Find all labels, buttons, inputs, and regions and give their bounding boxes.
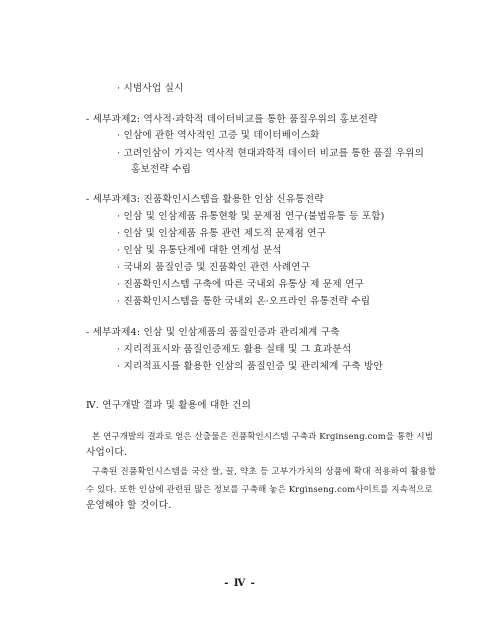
- page-number: - Ⅳ -: [224, 578, 256, 589]
- subtask-3-item-1: · 인삼 및 인삼제품 유통현황 및 문제점 연구(불법유통 등 포함): [117, 211, 385, 222]
- subtask-3-item-6: · 진품확인시스템을 통한 국내외 온·오프라인 유통전략 수립: [117, 296, 371, 307]
- section-title: Ⅳ. 연구개발 결과 및 활용에 대한 건의: [86, 400, 252, 411]
- paragraph-2-line-2: 수 있다. 또한 인삼에 관련된 많은 정보를 구축해 놓은 Krginseng.com사이트를 지속적으로: [86, 484, 433, 494]
- paragraph-1-line-1: 본 연구개발의 결과로 얻은 산출물은 진품확인시스템 구축과 Krginseng.com을 통한 시범: [92, 431, 434, 441]
- subtask-2-item-2: · 고려인삼이 가지는 역사적 현대과학적 데이터 비교를 통한 품질 우위의: [117, 148, 425, 159]
- subtask-3-item-5: · 진품확인시스템 구축에 따른 국내외 유통상 제 문제 연구: [117, 279, 364, 290]
- paragraph-2-line-1: 구축된 진품확인시스템을 국산 쌀, 꿀, 약초 등 고부가가치의 상품에 확대 적용하여 활용할: [92, 467, 437, 477]
- subtask-3-item-4: · 국내외 품질인증 및 진품확인 관련 사례연구: [117, 262, 311, 273]
- subtask-4-item-2: · 지리적표시를 활용한 인삼의 품질인증 및 관리체계 구축 방안: [117, 361, 383, 372]
- subtask-4-heading: - 세부과제4: 인삼 및 인삼제품의 품질인증과 관리체계 구축: [86, 327, 340, 338]
- subtask-2-item-1: · 인삼에 관한 역사적인 고증 및 데이터베이스화: [117, 130, 320, 141]
- bullet-pilot-project: · 시범사업 실시: [117, 83, 184, 94]
- subtask-3-item-3: · 인삼 및 유통단계에 대한 연계성 분석: [117, 245, 282, 256]
- subtask-2-heading: - 세부과제2: 역사적·과학적 데이터비교를 통한 품질우위의 홍보전략: [86, 114, 378, 125]
- subtask-3-heading: - 세부과제3: 진품확인시스템을 활용한 인삼 신유통전략: [86, 194, 324, 205]
- paragraph-1-line-2: 사업이다.: [86, 447, 128, 458]
- paragraph-2-line-3: 운영해야 할 것이다.: [86, 500, 172, 511]
- subtask-2-item-2-cont: 홍보전략 수립: [131, 164, 192, 175]
- subtask-4-item-1: · 지리적표시와 품질인증제도 활용 실태 및 그 효과분석: [117, 344, 352, 355]
- subtask-3-item-2: · 인삼 및 인삼제품 유통 관련 제도적 문제점 연구: [117, 228, 327, 239]
